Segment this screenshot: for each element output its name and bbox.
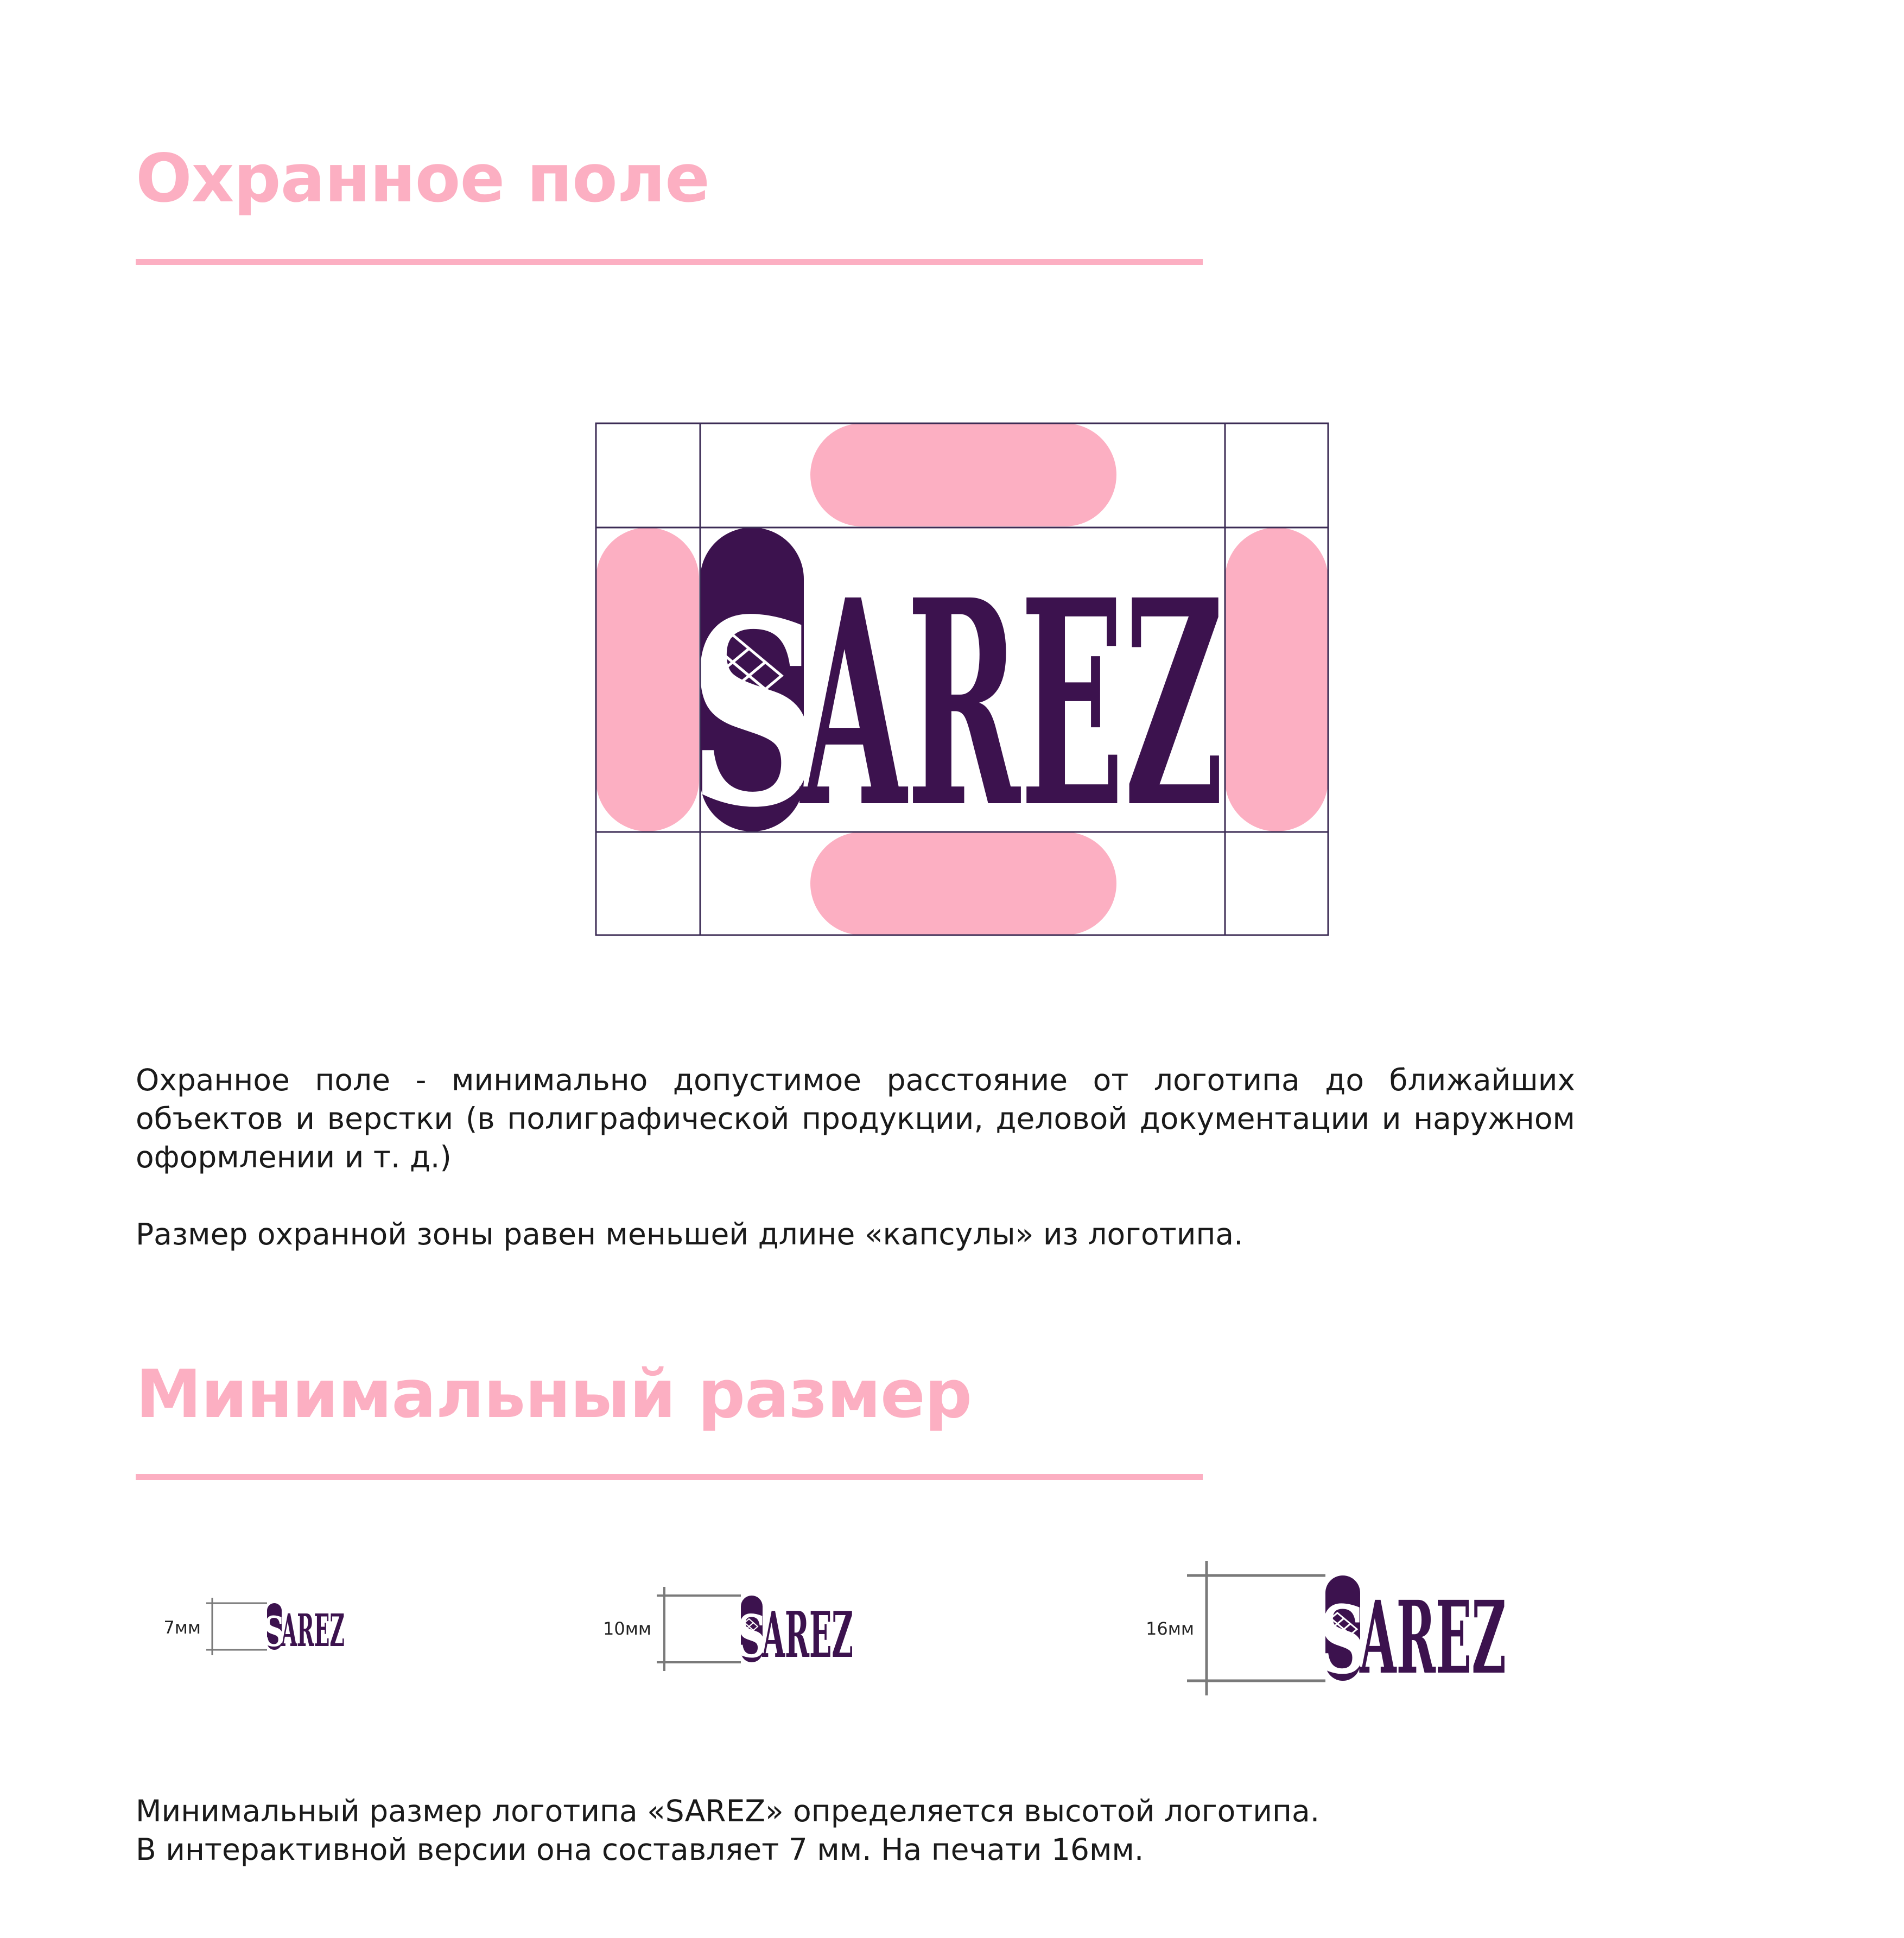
logo-letters-arez: AREZ xyxy=(281,1605,345,1657)
logo-letter-s: S xyxy=(1319,1586,1367,1695)
min-size-example-16mm xyxy=(1146,1561,1506,1696)
logo-letters-arez: AREZ xyxy=(1359,1579,1506,1696)
logo-letter-s: S xyxy=(688,563,821,864)
clear-space-description: Охранное поле - минимально допустимое расстояние от логотипа до ближайших объектов и верстки (в полиграфической продукции, деловой документации и наружном оформлении и т. д.) xyxy=(136,1063,1575,1174)
minimum-size-line-2: В интерактивной версии она составляет 7 мм. На печати 16мм. xyxy=(136,1832,1144,1867)
section-title-minimum-size: Минимальный размер xyxy=(136,1356,972,1433)
minimum-size-line-1: Минимальный размер логотипа «SAREZ» определяется высотой логотипа. xyxy=(136,1794,1320,1828)
logo-letters-arez: AREZ xyxy=(798,538,1224,870)
logo-letter-s: S xyxy=(263,1607,285,1656)
logo-letters-arez: AREZ xyxy=(761,1598,853,1672)
clear-space-size-note: Размер охранной зоны равен меньшей длине «капсулы» из логотипа. xyxy=(136,1217,1243,1251)
size-label-7mm: 7мм xyxy=(163,1617,201,1638)
min-size-example-10mm xyxy=(603,1587,853,1672)
size-label-10mm: 10мм xyxy=(603,1618,651,1639)
section-title-clear-space: Охранное поле xyxy=(136,140,709,217)
size-label-16mm: 16мм xyxy=(1146,1618,1194,1639)
logo-letter-s: S xyxy=(737,1602,767,1671)
min-size-example-7mm xyxy=(163,1598,345,1657)
minimum-size-description xyxy=(136,1792,1319,1869)
